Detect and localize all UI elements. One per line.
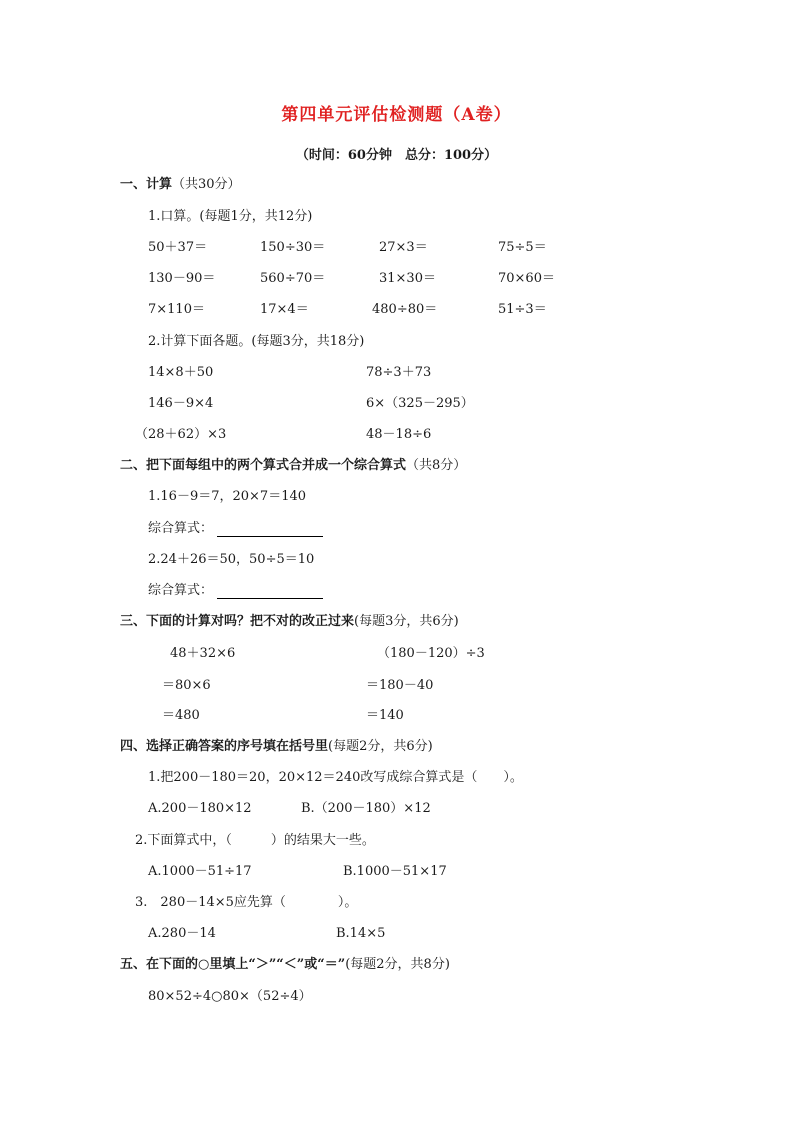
- page-subtitle: （时间：60分钟 总分：100分）: [295, 148, 498, 163]
- choice-option-a: A.200－180×12: [148, 801, 252, 816]
- check-step: （180－120）÷3: [377, 646, 485, 661]
- oral-calc-item: 70×60＝: [498, 271, 555, 286]
- oral-calc-item: 27×3＝: [379, 240, 428, 255]
- choice-option-b: B.14×5: [336, 926, 386, 941]
- answer-label: 综合算式：: [148, 521, 214, 536]
- check-step: ＝480: [162, 708, 200, 723]
- oral-calc-item: 51÷3＝: [498, 302, 547, 317]
- check-step: ＝180－40: [366, 678, 434, 693]
- section-5-title: 五、在下面的○里填上“＞”“＜”或“＝”: [120, 957, 346, 972]
- check-step: ＝140: [366, 708, 404, 723]
- combine-answer: [148, 521, 323, 537]
- section-4-note: (每题2分，共6分): [328, 739, 433, 754]
- calc-item: 6×（325－295）: [366, 396, 474, 411]
- calc-item: （28＋62）×3: [135, 427, 227, 442]
- section-3-heading: [120, 614, 459, 630]
- section-2-heading: [120, 458, 466, 474]
- choice-question: 2.下面算式中，（ ）的结果大一些。: [135, 833, 375, 848]
- section-5-note: (每题2分，共8分): [345, 957, 450, 972]
- answer-blank[interactable]: [217, 586, 323, 599]
- q1-label: 1.口算。(每题1分，共12分): [148, 209, 313, 224]
- calc-item: 146－9×4: [148, 396, 214, 411]
- answer-blank[interactable]: [217, 524, 323, 537]
- section-1-note: （共30分）: [172, 177, 241, 192]
- calc-item: 48－18÷6: [366, 427, 432, 442]
- combine-answer: [148, 583, 323, 599]
- oral-calc-item: 480÷80＝: [372, 302, 438, 317]
- oral-calc-item: 130－90＝: [148, 271, 216, 286]
- choice-option-b: B.1000－51×17: [343, 864, 447, 879]
- choice-question: 1.把200－180＝20，20×12＝240改写成综合算式是（ ）。: [148, 770, 523, 785]
- oral-calc-item: 50＋37＝: [148, 240, 208, 255]
- section-2-note: （共8分）: [406, 458, 467, 473]
- section-4-heading: [120, 739, 433, 755]
- page-title: 第四单元评估检测题（A卷）: [281, 105, 512, 125]
- q2-label: 2.计算下面各题。(每题3分，共18分): [148, 334, 365, 349]
- choice-option-a: A.1000－51÷17: [148, 864, 252, 879]
- oral-calc-item: 17×4＝: [260, 302, 309, 317]
- section-3-title: 三、下面的计算对吗？把不对的改正过来: [120, 614, 355, 629]
- section-4-title: 四、选择正确答案的序号填在括号里: [120, 739, 329, 754]
- choice-question: 3. 280－14×5应先算（ ）。: [135, 895, 358, 910]
- oral-calc-item: 31×30＝: [379, 271, 436, 286]
- oral-calc-item: 560÷70＝: [260, 271, 326, 286]
- check-step: 48＋32×6: [170, 646, 236, 661]
- section-1-heading: [120, 177, 241, 193]
- choice-option-b: B.（200－180）×12: [301, 801, 431, 816]
- compare-item: 80×52÷4○80×（52÷4）: [148, 989, 312, 1004]
- calc-item: 14×8＋50: [148, 365, 214, 380]
- section-5-heading: [120, 957, 450, 973]
- calc-item: 78÷3＋73: [366, 365, 432, 380]
- combine-question: 1.16－9＝7，20×7＝140: [148, 489, 307, 504]
- oral-calc-item: 75÷5＝: [498, 240, 547, 255]
- choice-option-a: A.280－14: [148, 926, 216, 941]
- answer-label: 综合算式：: [148, 583, 214, 598]
- section-2-title: 二、把下面每组中的两个算式合并成一个综合算式: [120, 458, 407, 473]
- check-step: ＝80×6: [162, 678, 211, 693]
- combine-question: 2.24＋26＝50，50÷5＝10: [148, 552, 315, 567]
- oral-calc-item: 150÷30＝: [260, 240, 326, 255]
- section-1-title: 一、计算: [120, 177, 173, 192]
- oral-calc-item: 7×110＝: [148, 302, 205, 317]
- section-3-note: (每题3分，共6分): [354, 614, 459, 629]
